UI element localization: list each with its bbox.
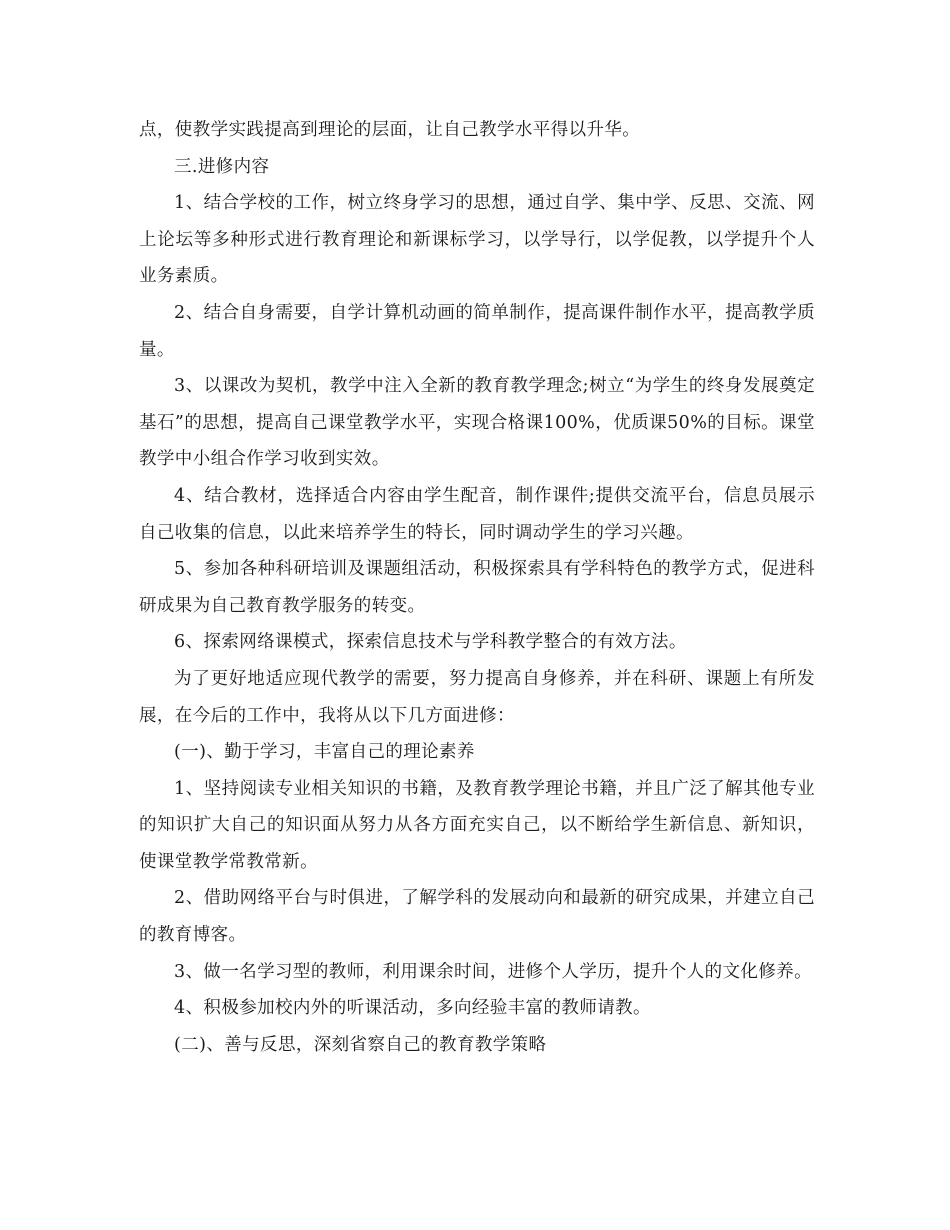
paragraph: 1、坚持阅读专业相关知识的书籍，及教育教学理论书籍，并且广泛了解其他专业的知识扩大自己的知识面从努力从各方面充实自己，以不断给学生新信息、新知识，使课堂教学常教常新。 (139, 778, 815, 872)
paragraph: 4、结合教材，选择适合内容由学生配音，制作课件;提供交流平台，信息员展示自己收集的信息，以此来培养学生的特长，同时调动学生的学习兴趣。 (139, 485, 815, 543)
paragraph: 3、以课改为契机，教学中注入全新的教育教学理念;树立“为学生的终身发展奠定基石”的思想，提高自己课堂教学水平，实现合格课100%，优质课50%的目标。课堂教学中小组合作学习收到实效。 (139, 376, 815, 470)
paragraph-continuation: 点，使教学实践提高到理论的层面，让自己教学水平得以升华。 (139, 120, 641, 140)
subsection-heading: (二)、善与反思，深刻省察自己的教育教学策略 (174, 1034, 547, 1055)
paragraph: 为了更好地适应现代教学的需要，努力提高自身修养，并在科研、课题上有所发展，在今后的工作中，我将从以下几方面进修： (139, 668, 815, 726)
paragraph: 1、结合学校的工作，树立终身学习的思想，通过自学、集中学、反思、交流、网上论坛等多种形式进行教育理论和新课标学习，以学导行，以学促教，以学提升个人业务素质。 (139, 193, 815, 287)
paragraph: 4、积极参加校内外的听课活动，多向经验丰富的教师请教。 (174, 998, 651, 1019)
paragraph: 5、参加各种科研培训及课题组活动，积极探索具有学科特色的教学方式，促进科研成果为自己教育教学服务的转变。 (139, 559, 815, 616)
section-heading: 三.进修内容 (174, 156, 270, 177)
paragraph: 6、探索网络课模式，探索信息技术与学科教学整合的有效方法。 (174, 632, 687, 653)
paragraph: 2、借助网络平台与时俱进，了解学科的发展动向和最新的研究成果，并建立自己的教育博客。 (139, 888, 815, 946)
subsection-heading: (一)、勤于学习，丰富自己的理论素养 (174, 742, 475, 763)
document-body (139, 112, 815, 1063)
paragraph: 2、结合自身需要，自学计算机动画的简单制作，提高课件制作水平，提高教学质量。 (139, 302, 815, 360)
paragraph: 3、做一名学习型的教师，利用课余时间，进修个人学历，提升个人的文化修养。 (174, 961, 813, 982)
